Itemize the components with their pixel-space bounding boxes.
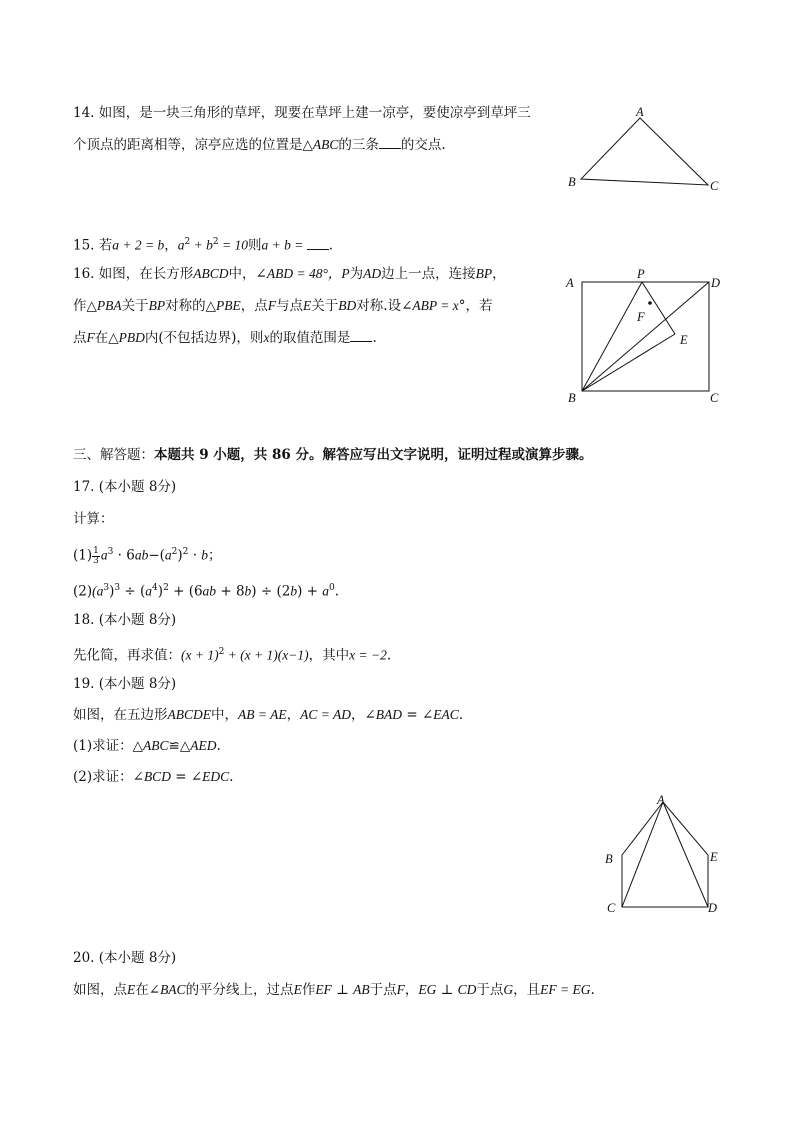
q16-rectangle-figure — [560, 262, 730, 412]
segment-bd — [582, 282, 709, 391]
label-c: C — [710, 391, 719, 405]
label-p: P — [637, 267, 645, 281]
q17-part1: (1) $\frac{1}{3}$ $a^3 \cdot 6ab-(a^2)^2 \cdot b$； — [73, 545, 222, 566]
q16-line2: 作△PBA关于BP对称的△PBE，点F与点E关于BD对称.设∠ABP = x°，若 — [73, 298, 493, 314]
segment-pe — [642, 282, 675, 334]
label-b: B — [568, 391, 576, 405]
q18-text: 先化简，再求值：$(x + 1)^2 + (x + 1)(x-1)$，其中x = −2. — [73, 647, 392, 664]
answer-blank[interactable] — [307, 237, 329, 250]
q16-line3: 点F在△PBD内(不包括边界)，则x的取值范围是 . — [73, 330, 377, 346]
label-f: F — [637, 310, 645, 324]
label-b: B — [605, 852, 613, 866]
label-e: E — [680, 333, 688, 347]
q19-part1: (1)求证：△ABC≌△AED. — [73, 738, 221, 754]
label-a: A — [657, 793, 665, 807]
label-a: A — [566, 276, 574, 290]
fraction-one-third: $\frac{1}{3}$ — [93, 545, 99, 566]
label-c: C — [710, 179, 719, 193]
answer-blank[interactable] — [350, 329, 372, 342]
segment-ad — [663, 802, 708, 907]
q20-text: 如图，点E在∠BAC的平分线上，过点E作EF ⊥ AB于点F，EG ⊥ CD于点G，且EF = EG. — [73, 982, 595, 998]
q20-heading: 20. (本小题 8分) — [73, 950, 177, 966]
label-b: B — [568, 175, 576, 189]
label-c: C — [607, 901, 616, 915]
label-d: D — [711, 276, 721, 290]
answer-blank[interactable] — [379, 136, 401, 149]
q19-pentagon-figure — [595, 790, 735, 922]
pentagon-abcde — [622, 802, 708, 907]
label-e: E — [710, 850, 718, 864]
q17-intro: 计算： — [73, 511, 114, 527]
q16-line1: 16. 如图，在长方形ABCD中，∠ABD = 48°，P为AD边上一点，连接BP， — [73, 266, 506, 282]
segment-be — [582, 334, 675, 391]
label-a: A — [636, 105, 644, 119]
section-3-heading: 三、解答题：本题共 9 小题，共 86 分。解答应写出文字说明，证明过程或演算步骤。 — [73, 447, 593, 463]
label-d: D — [708, 901, 718, 915]
segment-bp — [582, 282, 642, 391]
q14-line1: 14. 如图，是一块三角形的草坪，现要在草坪上建一凉亭，要使凉亭到草坪三 — [73, 105, 531, 121]
segment-ac — [622, 802, 663, 907]
q15-text: 15. 若a + 2 = b，$a^2 + b^2 = 10$则a + b = . — [73, 237, 333, 254]
q14-line2: 个顶点的距离相等，凉亭应选的位置是△ABC的三条 的交点. — [73, 137, 446, 153]
q14-triangle-figure — [560, 100, 730, 200]
q17-part2: $(2)(a^3)^3 \div (a^4)^2 + (6ab + 8b) \div (2b) + a^0$. — [73, 583, 340, 600]
q19-heading: 19. (本小题 8分) — [73, 676, 177, 692]
q18-heading: 18. (本小题 8分) — [73, 612, 177, 628]
point-f — [648, 301, 652, 305]
q19-text: 如图，在五边形ABCDE中，AB = AE，AC = AD，∠BAD = ∠EAC. — [73, 707, 464, 723]
q17-heading: 17. (本小题 8分) — [73, 479, 177, 495]
triangle-abc — [581, 118, 708, 185]
q19-part2: (2)求证：∠BCD = ∠EDC. — [73, 769, 234, 785]
